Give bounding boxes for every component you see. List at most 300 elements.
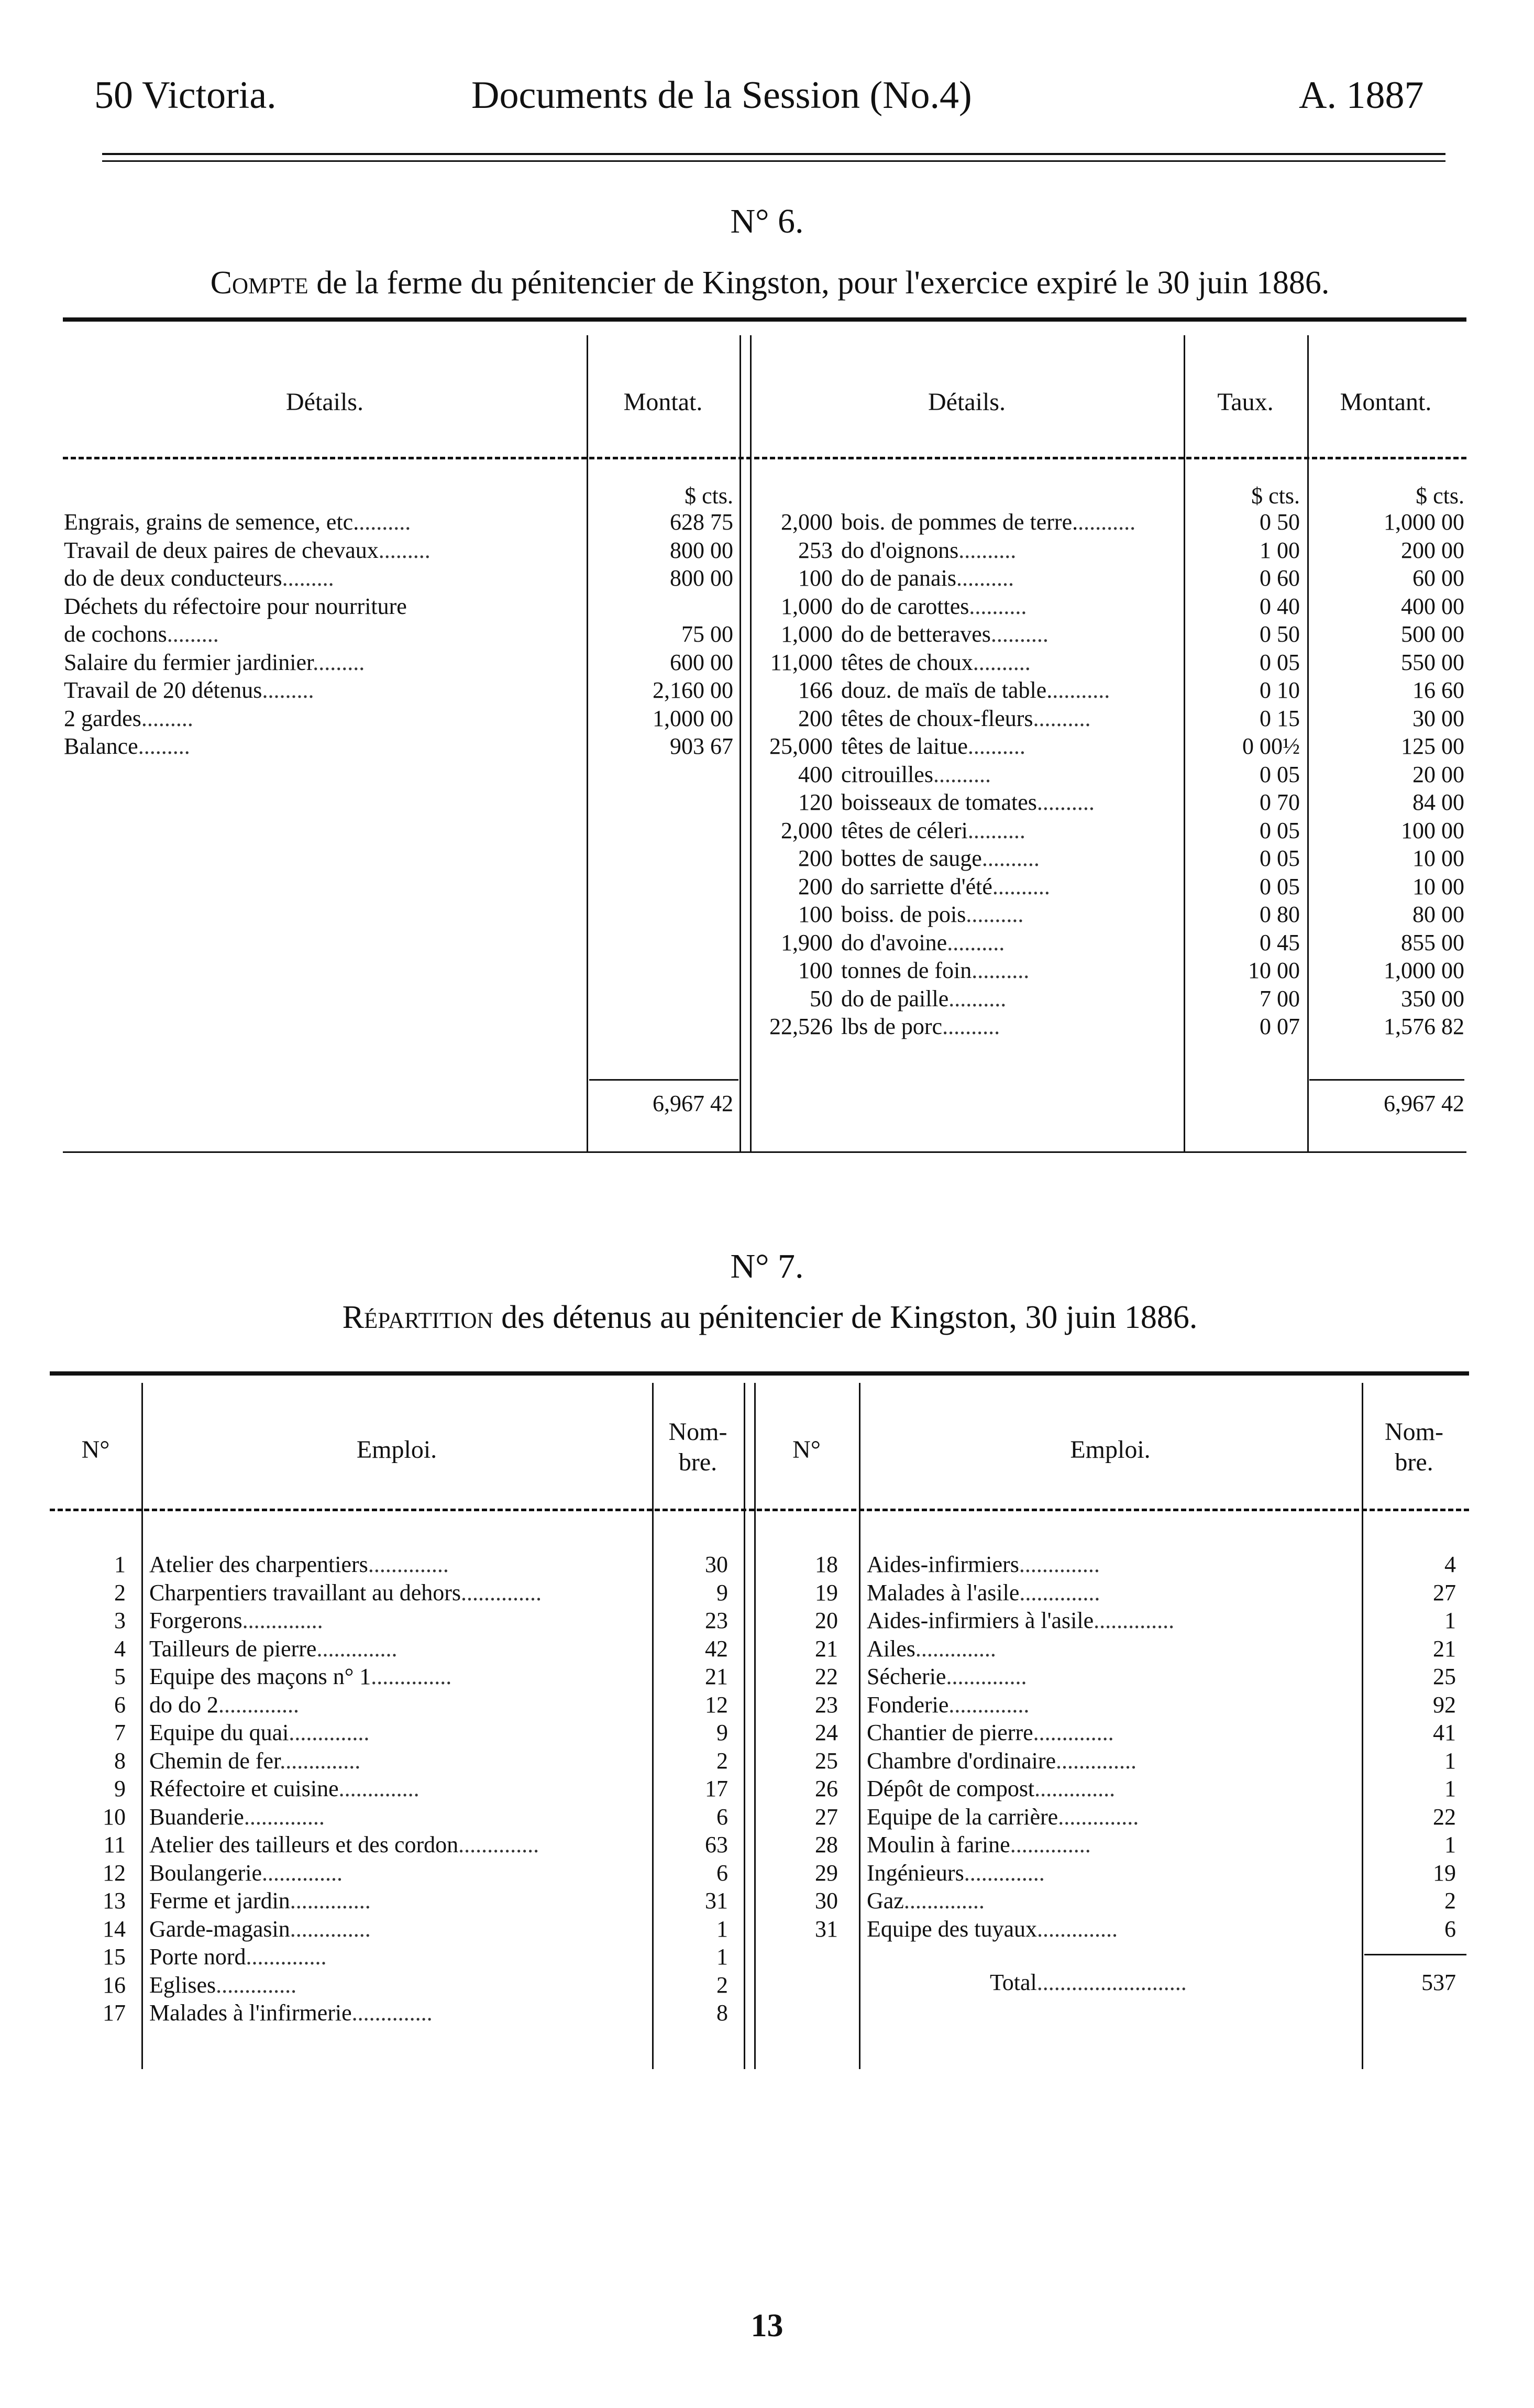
dot-leader: ..............: [915, 1635, 996, 1662]
table7-right-row-label-text: Gaz: [867, 1888, 904, 1914]
table7-right-row-label: [867, 1579, 1356, 1607]
table6-right-row-qty: 100: [798, 565, 833, 591]
table7-right-row-label-text: Ailes: [867, 1635, 915, 1662]
table6-head-details-right: Détails.: [928, 388, 1006, 416]
table6-left-row-amount: 75 00: [681, 621, 733, 647]
table7-left-row-label: [149, 1719, 647, 1747]
table6-right-row-taux: 0 05: [1260, 873, 1300, 899]
table7-left-row-label-text: Porte nord: [149, 1944, 246, 1970]
table7-left-row-label: [149, 1999, 647, 2027]
table7-head-no-right: N°: [792, 1436, 821, 1464]
table7-left-row-no: 17: [103, 2000, 126, 2026]
table6-left-row-amount: 800 00: [670, 537, 733, 563]
table6-right-row-label: [841, 985, 1179, 1013]
dot-leader: ..............: [218, 1691, 299, 1718]
dot-leader: ..........: [1036, 789, 1095, 815]
table6-left-row-label: [64, 676, 582, 705]
table6-title-caps: Compte: [210, 265, 308, 301]
table7-right-row-label: [867, 1859, 1356, 1887]
table6-right-row-taux: 0 45: [1260, 929, 1300, 955]
table6-right-row-montant: 500 00: [1401, 621, 1464, 647]
dot-leader: .........: [141, 705, 193, 731]
table6-right-row-label-text: bottes de sauge: [841, 845, 982, 871]
header-rule-top: [102, 153, 1445, 155]
table6-left-row-label: [64, 620, 582, 648]
table6-right-row-montant: 10 00: [1412, 845, 1464, 871]
table7-left-row-label-text: Eglises: [149, 1972, 216, 1998]
table6-right-row-montant: 10 00: [1412, 873, 1464, 899]
dot-leader: ..........: [966, 901, 1024, 927]
table6-right-row-taux: 0 10: [1260, 677, 1300, 703]
table6-left-row-label-text: 2 gardes: [64, 705, 141, 731]
table6-right-row-montant: 20 00: [1412, 761, 1464, 787]
table6-right-row-qty: 11,000: [770, 649, 833, 675]
table7-right-row-count: 1: [1444, 1832, 1456, 1857]
table7-left-row-label-text: Malades à l'infirmerie: [149, 2000, 352, 2026]
table6-left-row-label-text: Déchets du réfectoire pour nourriture: [64, 593, 407, 619]
table6-right-row-label: [841, 592, 1179, 621]
table6-total-rule-left: [589, 1079, 738, 1081]
dot-leader: ..............: [946, 1664, 1027, 1689]
table6-right-row-qty: 200: [798, 845, 833, 871]
table6-left-row-label: [64, 648, 582, 677]
table6-right-row-label: [841, 732, 1179, 761]
table6-right-row-montant: 350 00: [1401, 985, 1464, 1011]
dot-leader: ..............: [903, 1888, 985, 1914]
header-rule-bottom: [102, 160, 1445, 162]
table7-right-row-no: 31: [815, 1916, 838, 1942]
table7-left-row-count: 6: [716, 1860, 728, 1886]
table6-right-row-taux: 0 80: [1260, 901, 1300, 927]
table7-head-nombre: [652, 1417, 744, 1478]
table6-title-rest: de la ferme du pénitencier de Kingston, pour l'exercice expiré le 30 juin 1886.: [308, 265, 1330, 301]
dot-leader: ..............: [338, 1776, 420, 1801]
table7-left-row-label-text: Boulangerie: [149, 1860, 262, 1886]
table6-right-row-taux: 0 50: [1260, 621, 1300, 647]
header-center: Documents de la Session (No.4): [471, 74, 972, 117]
table6-left-row-label-text: Balance: [64, 733, 138, 759]
table7-right-row-label-text: Sécherie: [867, 1664, 946, 1689]
table6-right-row-label: [841, 564, 1179, 592]
dot-leader: ..........: [973, 649, 1031, 675]
dot-leader: ..........: [1052, 677, 1110, 703]
dot-leader: .........: [378, 537, 431, 563]
dot-leader: ..........: [1033, 705, 1091, 731]
table7-left-row-no: 15: [103, 1944, 126, 1970]
table7-right-row-label: [867, 1719, 1356, 1747]
table6-left-row-label-text: do de deux conducteurs: [64, 565, 282, 591]
table6-right-row-montant: 200 00: [1401, 537, 1464, 563]
table6-left-row-label-text: Travail de 20 détenus: [64, 677, 262, 703]
table7-left-row-count: 17: [705, 1776, 728, 1801]
dot-leader: ..............: [242, 1608, 323, 1633]
table6-right-row-label-text: do de betteraves: [841, 621, 991, 647]
table6-right-row-qty: 1,900: [781, 929, 833, 955]
dot-leader: ..........: [967, 817, 1025, 843]
table7-right-row-label: [867, 1551, 1356, 1579]
table7-right-row-label: [867, 1635, 1356, 1663]
table6-right-row-label-text: douz. de maïs de table.: [841, 677, 1053, 703]
table6-right-row-label: [841, 508, 1179, 536]
table6-left-row-label: [64, 732, 582, 761]
table6-right-row-label-text: do d'oignons: [841, 537, 959, 563]
table6-right-row-label: [841, 1013, 1179, 1041]
table6-right-row-label: [841, 620, 1179, 648]
table7-left-row-no: 7: [114, 1720, 126, 1745]
header-right: A. 1887: [1299, 74, 1424, 117]
table7-left-row-no: 14: [103, 1916, 126, 1942]
table7-total-rule: [1364, 1954, 1466, 1955]
table7-left-row-count: 6: [716, 1804, 728, 1830]
table6-right-row-label: [841, 929, 1179, 957]
table6-right-row-taux: 0 05: [1260, 845, 1300, 871]
table7-left-row-count: 8: [716, 2000, 728, 2026]
dot-leader: ..............: [1010, 1832, 1091, 1857]
table6-right-row-qty: 2,000: [781, 817, 833, 843]
table6-right-row-label: [841, 788, 1179, 817]
table6-right-row-taux: 0 05: [1260, 649, 1300, 675]
table6-bottom-rule: [63, 1151, 1466, 1153]
table7-right-row-count: 19: [1433, 1860, 1456, 1886]
table7-left-row-count: 12: [705, 1691, 728, 1718]
table7-left-row-label-text: Garde-magasin: [149, 1916, 290, 1942]
table6-right-row-qty: 120: [798, 789, 833, 815]
table6-right-row-label: [841, 761, 1179, 789]
dot-leader: ..............: [351, 2000, 433, 2026]
table7-title-caps: Répartition: [342, 1300, 493, 1335]
table7-left-row-count: 9: [716, 1720, 728, 1745]
dot-leader: ..............: [280, 1747, 361, 1774]
dot-leader: ..........: [933, 761, 991, 787]
table7-head-nombre-1: Nom-: [668, 1418, 727, 1446]
table6-right-row-montant: 1,576 82: [1384, 1014, 1464, 1039]
table7-left-row-count: 21: [705, 1664, 728, 1689]
table6-right-row-label-text: do sarriette d'été: [841, 873, 992, 899]
table7-left-row-no: 9: [114, 1776, 126, 1801]
table7-right-row-label-text: Aides-infirmiers: [867, 1552, 1019, 1577]
table6-right-row-qty: 166: [798, 677, 833, 703]
table7-left-row-no: 1: [114, 1552, 126, 1577]
table6-right-row-label-text: têtes de choux: [841, 649, 973, 675]
dot-leader: ..........: [969, 593, 1027, 619]
table7-left-row-label-text: Ferme et jardin: [149, 1888, 290, 1914]
table6-right-row-montant: 1,000 00: [1384, 958, 1464, 983]
table6-right-row-montant: 16 60: [1412, 677, 1464, 703]
table7-left-row-count: 9: [716, 1579, 728, 1606]
table6-total-left: 6,967 42: [653, 1091, 733, 1116]
table6-right-row-qty: 50: [810, 985, 833, 1011]
table6-total-right: 6,967 42: [1384, 1091, 1464, 1116]
table7-right-row-label-text: Fonderie: [867, 1691, 949, 1718]
table7-left-row-label: [149, 1607, 647, 1635]
table7-left-row-no: 3: [114, 1608, 126, 1633]
table6-right-row-montant: 125 00: [1401, 733, 1464, 759]
dot-leader: .........: [262, 677, 314, 703]
table7-left-row-label: [149, 1943, 647, 1971]
table7-right-row-label-text: Equipe des tuyaux: [867, 1916, 1038, 1942]
table6-left-row-label: [64, 508, 582, 536]
table6-unit-montant: $ cts.: [1416, 483, 1464, 509]
table7-head-nombre-right-1: Nom-: [1385, 1418, 1443, 1446]
table7-right-row-label: [867, 1915, 1356, 1943]
dot-leader: ..........: [956, 565, 1014, 591]
dot-leader: ..............: [948, 1691, 1030, 1718]
table7-number: N° 7.: [730, 1247, 804, 1285]
table7-left-row-label-text: Equipe du quai: [149, 1720, 289, 1745]
dot-leader: ..............: [1019, 1552, 1100, 1577]
table7-right-row-count: 6: [1444, 1916, 1456, 1942]
dot-leader: ..........: [1078, 509, 1136, 535]
table6-right-row-taux: 1 00: [1260, 537, 1300, 563]
table7-left-row-count: 2: [716, 1972, 728, 1998]
table7-divider: [652, 1383, 654, 2069]
table7-left-row-label-text: Atelier des charpentiers: [149, 1552, 368, 1577]
table6-right-row-taux: 0 60: [1260, 565, 1300, 591]
table6-right-row-taux: 7 00: [1260, 985, 1300, 1011]
dot-leader: .........: [167, 621, 219, 647]
table7-head-emploi: Emploi.: [356, 1436, 437, 1464]
table7-left-row-no: 6: [114, 1691, 126, 1718]
table7-left-row-label: [149, 1915, 647, 1943]
table7-right-row-count: 41: [1433, 1720, 1456, 1745]
table7-header-rule: [50, 1509, 1469, 1511]
table6-right-row-label-text: têtes de choux-fleurs: [841, 705, 1033, 731]
table6-left-row-label-text: Salaire du fermier jardinier: [64, 649, 313, 675]
table6-left-row-label: [64, 536, 582, 565]
table7-left-row-label-text: Atelier des tailleurs et des cordon: [149, 1832, 459, 1857]
table6-right-row-montant: 60 00: [1412, 565, 1464, 591]
dot-leader: ..............: [290, 1888, 371, 1914]
table7-right-row-label: [867, 1775, 1356, 1803]
table7-right-row-count: 1: [1444, 1608, 1456, 1633]
dot-leader: ..........: [947, 929, 1005, 955]
dot-leader: ..............: [1056, 1747, 1137, 1774]
table7-left-row-label: [149, 1691, 647, 1719]
table6-right-row-qty: 400: [798, 761, 833, 787]
table6-right-row-taux: 0 05: [1260, 817, 1300, 843]
table6-right-row-qty: 1,000: [781, 593, 833, 619]
table6-total-rule-right: [1309, 1079, 1464, 1081]
table7-total-leader: ..........................: [1036, 1970, 1187, 1995]
table7-left-row-label-text: Charpentiers travaillant au dehors: [149, 1579, 461, 1606]
table6-right-row-label-text: do de panais: [841, 565, 956, 591]
table6-right-row-taux: 10 00: [1248, 958, 1300, 983]
table7-left-row-no: 4: [114, 1635, 126, 1662]
table6-right-row-montant: 100 00: [1401, 817, 1464, 843]
table7-right-row-no: 20: [815, 1608, 838, 1633]
table7-left-row-label: [149, 1663, 647, 1691]
table7-divider: [744, 1383, 745, 2069]
table6-left-row-label: [64, 564, 582, 592]
table7-head-nombre-2: bre.: [678, 1448, 718, 1476]
table6-right-row-qty: 100: [798, 958, 833, 983]
table6-right-row-label-text: do de paille: [841, 985, 949, 1011]
table6-left-row-amount: 1,000 00: [653, 705, 733, 731]
table7-right-row-count: 4: [1444, 1552, 1456, 1577]
table7-left-row-no: 16: [103, 1972, 126, 1998]
dot-leader: ..........: [958, 537, 1017, 563]
table7-left-row-label-text: do do 2: [149, 1691, 218, 1718]
dot-leader: ..........: [967, 733, 1025, 759]
table6-right-row-label-text: do de carottes: [841, 593, 969, 619]
table6-right-row-qty: 253: [798, 537, 833, 563]
table6-right-row-label: [841, 817, 1179, 845]
table7-right-row-label: [867, 1691, 1356, 1719]
dot-leader: ..............: [246, 1944, 327, 1970]
table7-right-row-no: 26: [815, 1776, 838, 1801]
table6-right-row-label-text: têtes de laitue: [841, 733, 968, 759]
table7-right-row-label-text: Ingénieurs: [867, 1860, 964, 1886]
table6-right-row-qty: 1,000: [781, 621, 833, 647]
dot-leader: ..............: [964, 1860, 1045, 1886]
table6-right-row-qty: 22,526: [769, 1014, 833, 1039]
table7-right-row-no: 22: [815, 1664, 838, 1689]
table7-left-row-label-text: Buanderie: [149, 1804, 244, 1830]
table6-left-row-amount: 903 67: [670, 733, 733, 759]
table7-left-row-no: 13: [103, 1888, 126, 1914]
dot-leader: ..........: [942, 1014, 1000, 1039]
dot-leader: ..............: [1019, 1579, 1100, 1606]
table7-left-row-no: 8: [114, 1747, 126, 1774]
table7-total-label-text: Total: [990, 1970, 1037, 1995]
dot-leader: ..............: [371, 1664, 452, 1689]
table7-left-row-label: [149, 1635, 647, 1663]
dot-leader: ..............: [289, 1720, 370, 1745]
table7-right-row-label-text: Moulin à farine: [867, 1832, 1010, 1857]
dot-leader: ..............: [1033, 1720, 1114, 1745]
table6-head-montat: Montat.: [623, 388, 703, 416]
table7-left-row-count: 42: [705, 1635, 728, 1662]
table6-right-row-label-text: boisseaux de tomates: [841, 789, 1037, 815]
table7-left-row-label: [149, 1887, 647, 1915]
table6-left-row-label-text: de cochons: [64, 621, 167, 647]
table7-right-row-count: 22: [1433, 1804, 1456, 1830]
table7-left-row-count: 31: [705, 1888, 728, 1914]
table7-right-row-no: 18: [815, 1552, 838, 1577]
table6-right-row-label: [841, 956, 1179, 985]
dot-leader: ..........: [992, 873, 1050, 899]
table7-right-row-count: 27: [1433, 1579, 1456, 1606]
table6-right-row-label: [841, 873, 1179, 901]
table6-right-row-label: [841, 844, 1179, 873]
dot-leader: ..............: [244, 1804, 325, 1830]
table6-right-row-label-text: tonnes de foin: [841, 958, 972, 983]
table6-right-row-label-text: do d'avoine: [841, 929, 947, 955]
table7-right-row-label-text: Malades à l'asile: [867, 1579, 1020, 1606]
table7-right-row-count: 92: [1433, 1691, 1456, 1718]
table7-right-row-no: 19: [815, 1579, 838, 1606]
table7-left-row-label: [149, 1831, 647, 1859]
table7-left-row-label-text: Tailleurs de pierre: [149, 1635, 317, 1662]
dot-leader: .........: [359, 509, 411, 535]
dot-leader: ..............: [458, 1832, 539, 1857]
table6-right-row-label-text: citrouilles: [841, 761, 933, 787]
table7-right-row-count: 2: [1444, 1888, 1456, 1914]
table7-right-row-label-text: Equipe de la carrière: [867, 1804, 1058, 1830]
table7-right-row-label-text: Dépôt de compost: [867, 1776, 1035, 1801]
table7-top-rule: [50, 1371, 1469, 1376]
table7-right-row-no: 30: [815, 1888, 838, 1914]
table6-right-row-montant: 80 00: [1412, 901, 1464, 927]
table7-left-row-no: 10: [103, 1804, 126, 1830]
table7-divider: [754, 1383, 756, 2069]
table7-right-row-no: 27: [815, 1804, 838, 1830]
table6-right-row-label-text: têtes de céleri: [841, 817, 968, 843]
table7-right-row-label: [867, 1887, 1356, 1915]
table6-right-row-taux: 0 50: [1260, 509, 1300, 535]
table7-total-value: 537: [1421, 1970, 1456, 1995]
table6-left-row-label: [64, 705, 582, 733]
table7-right-row-no: 24: [815, 1720, 838, 1745]
table6-right-row-montant: 550 00: [1401, 649, 1464, 675]
dot-leader: .........: [313, 649, 365, 675]
table6-head-details: Détails.: [286, 388, 363, 416]
table6-right-row-label: [841, 648, 1179, 677]
table7-right-row-no: 23: [815, 1691, 838, 1718]
table6-right-row-label: [841, 705, 1179, 733]
dot-leader: ..............: [316, 1635, 398, 1662]
table7-left-row-no: 12: [103, 1860, 126, 1886]
table6-unit-left: $ cts.: [685, 483, 733, 509]
table6-left-row-amount: 600 00: [670, 649, 733, 675]
table6-right-row-montant: 1,000 00: [1384, 509, 1464, 535]
table6-right-row-taux: 0 00½: [1242, 733, 1300, 759]
table6-right-row-taux: 0 40: [1260, 593, 1300, 619]
table7-divider: [1362, 1383, 1363, 2069]
table7-divider: [141, 1383, 143, 2069]
table7-left-row-label: [149, 1971, 647, 1999]
table6-right-row-label-text: lbs de porc: [841, 1014, 943, 1039]
table7-left-row-count: 63: [705, 1832, 728, 1857]
dot-leader: .........: [282, 565, 334, 591]
table7-right-row-label: [867, 1747, 1356, 1775]
table6-left-row-amount: 2,160 00: [653, 677, 733, 703]
table7-left-row-no: 2: [114, 1579, 126, 1606]
table6-number: N° 6.: [730, 202, 804, 240]
dot-leader: ..............: [1058, 1804, 1139, 1830]
dot-leader: ..........: [972, 958, 1030, 983]
dot-leader: ..........: [990, 621, 1049, 647]
table7-right-row-no: 29: [815, 1860, 838, 1886]
table7-right-row-label-text: Chambre d'ordinaire: [867, 1747, 1056, 1774]
table7-left-row-label-text: Chemin de fer: [149, 1747, 280, 1774]
table7-right-row-count: 25: [1433, 1664, 1456, 1689]
table7-right-row-no: 25: [815, 1747, 838, 1774]
table6-right-row-label: [841, 900, 1179, 929]
table7-right-row-no: 28: [815, 1832, 838, 1857]
table6-left-row-label-text: Travail de deux paires de chevaux: [64, 537, 379, 563]
table7-right-row-count: 1: [1444, 1776, 1456, 1801]
page-number: 13: [751, 2308, 783, 2344]
table7-head-nombre-right-2: bre.: [1395, 1448, 1433, 1476]
table7-right-row-count: 21: [1433, 1635, 1456, 1662]
table7-head-nombre-right: [1362, 1417, 1466, 1478]
table6-right-row-qty: 25,000: [769, 733, 833, 759]
table6-top-rule: [63, 317, 1466, 322]
table6-title: [63, 265, 1477, 302]
table7-right-row-label: [867, 1831, 1356, 1859]
dot-leader: ..............: [1034, 1776, 1116, 1801]
dot-leader: ..............: [262, 1860, 343, 1886]
table6-left-row-amount: 628 75: [670, 509, 733, 535]
table6-right-row-taux: 0 15: [1260, 705, 1300, 731]
table7-right-row-label: [867, 1803, 1356, 1831]
table7-left-row-label: [149, 1775, 647, 1803]
table6-header-rule: [63, 457, 1466, 459]
table7-right-row-label: [867, 1607, 1356, 1635]
table6-right-row-label: [841, 536, 1179, 565]
header-left: 50 Victoria.: [94, 74, 277, 117]
